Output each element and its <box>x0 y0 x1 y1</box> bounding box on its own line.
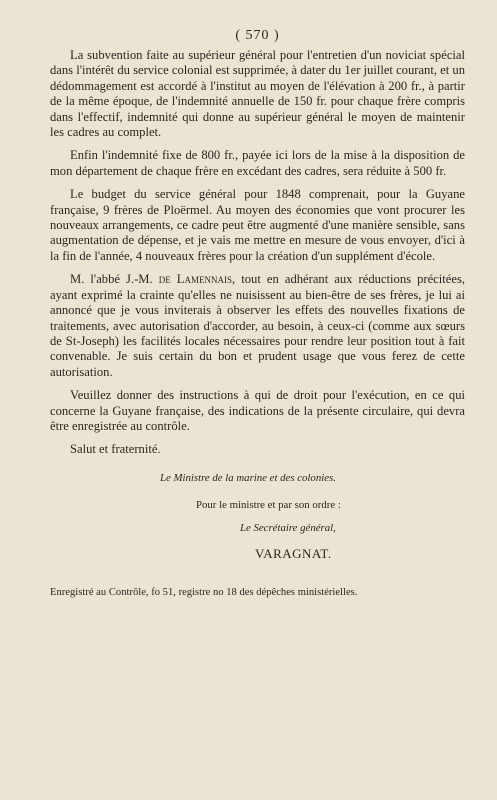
order-line: Pour le ministre et par son ordre : <box>196 498 341 511</box>
paragraph-subvention: La subvention faite au supérieur général pour l'entretien d'un noviciat spécial dans l'intérêt du service colonial est supprimée, à dater du 1er juillet courant, et un dédommagement est accordé à l'institut au moyen de l'élévation à 200 fr., à partir de la même époque, de l'indemnité annuelle de 150 fr. pour chaque frère compris dans l'effectif, indemnité qui donne au supérieur général le moyen de maintenir les cadres au complet. <box>50 48 465 140</box>
person-name: de Lamennais <box>158 272 232 287</box>
page-number: ( 570 ) <box>235 28 280 43</box>
paragraph-budget: Le budget du service général pour 1848 comprenait, pour la Guyane française, 9 frères de Ploërmel. Au moyen des économies que vont procurer les nouveaux arrangements, ce cadre peut être augmenté d'une manière sensible, sans augmentation de dépense, et je vais me mettre en mesure de vous envoyer, d'ici à la fin de l'année, 4 nouveaux frères pour la création d'un supplément d'école. <box>50 187 465 263</box>
paragraph-instructions: Veuillez donner des instructions à qui de droit pour l'exécution, en ce qui concerne la Guyane française, des indications de la présente circulaire, qui devra être enregistrée au contrôle. <box>50 388 465 433</box>
paragraph-lamennais <box>50 272 465 380</box>
paragraph-lamennais-start: M. l'abbé J.-M. <box>70 272 159 287</box>
paragraph-lamennais-rest: , tout en adhérant aux réductions précitées, ayant exprimé la crainte qu'elles ne nuisissent au bien-être de ses frères, je lui ai annoncé que je vous inviterais à observer les effets des nouvelles fixations de traitements, avec autorisation d'accorder, au besoin, à ceux-ci (comme aux sœurs de St-Joseph) les facilités locales nécessaires pour rendre leur position tout à fait convenable. Je suis certain du bon et prudent usage que vous ferez de cette autorisation. <box>50 272 465 379</box>
signer-name: VARAGNAT. <box>255 545 332 561</box>
registration-note: Enregistré au Contrôle, fo 51, registre no 18 des dépêches ministérielles. <box>50 586 358 598</box>
minister-title: Le Ministre de la marine et des colonies. <box>160 471 336 484</box>
secretary-title: Le Secrétaire général, <box>240 521 336 534</box>
paragraph-salutation: Salut et fraternité. <box>70 442 161 457</box>
paragraph-indemnite: Enfin l'indemnité fixe de 800 fr., payée ici lors de la mise à la disposition de mon département de chaque frère en excédant des cadres, sera réduite à 500 fr. <box>50 148 465 178</box>
